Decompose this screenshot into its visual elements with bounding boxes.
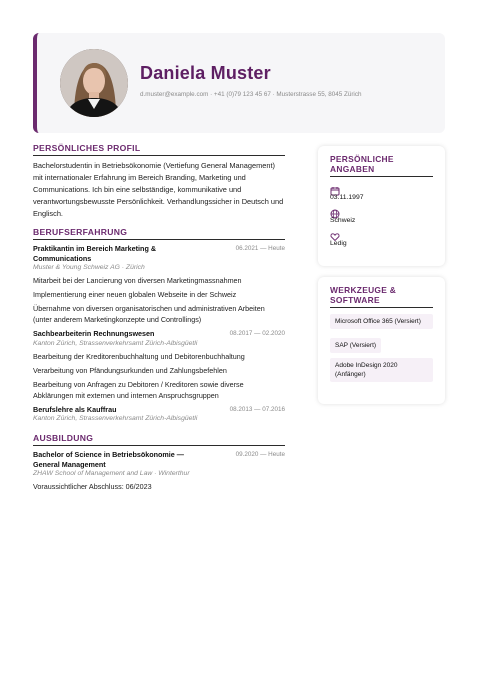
main-column bbox=[33, 143, 285, 496]
education-entry bbox=[33, 450, 285, 492]
job-company: Kanton Zürich, Strassenverkehrsamt Zürich-Albisgüetli bbox=[33, 415, 198, 422]
degree-title: Bachelor of Science in Betriebsökonomie — General Management bbox=[33, 450, 184, 469]
job-company: Kanton Zürich, Strassenverkehrsamt Zürich-Albisgüetli bbox=[33, 339, 198, 347]
tools-card bbox=[318, 277, 445, 404]
job-task: Implementierung einer neuen globalen Webseite in der Schweiz bbox=[33, 290, 237, 299]
birthdate-item bbox=[330, 183, 433, 201]
tool-item: SAP (Versiert) bbox=[330, 338, 381, 353]
personal-details-heading: PERSÖNLICHE ANGABEN bbox=[330, 154, 433, 177]
nationality-item bbox=[330, 206, 433, 224]
job-date: 08.2013 — 07.2016 bbox=[229, 405, 285, 413]
nationality-value: Schweiz bbox=[330, 217, 356, 224]
job-title: Praktikantin im Bereich Marketing & Communications bbox=[33, 244, 157, 263]
globe-icon bbox=[330, 206, 340, 216]
job-task: Bearbeitung der Kreditorenbuchhaltung und Debitorenbuchhaltung bbox=[33, 351, 245, 361]
profile-photo-illustration bbox=[60, 49, 128, 117]
tool-item: Microsoft Office 365 (Versiert) bbox=[330, 314, 433, 329]
education-heading: AUSBILDUNG bbox=[33, 433, 285, 446]
profile-photo bbox=[60, 49, 128, 117]
job-company: Muster & Young Schweiz AG · Zürich bbox=[33, 264, 145, 271]
calendar-icon bbox=[330, 183, 340, 193]
experience-heading: BERUFSERFAHRUNG bbox=[33, 227, 285, 240]
job-task: Mitarbeit bei der Lancierung von diversen Marketingmassnahmen bbox=[33, 276, 242, 285]
job-entry bbox=[33, 329, 285, 401]
job-title: Berufslehre als Kauffrau bbox=[33, 404, 117, 414]
contact-info: d.muster@example.com · +41 (0)79 123 45 67 · Musterstrasse 55, 8045 Zürich bbox=[140, 91, 362, 98]
heart-icon bbox=[330, 229, 340, 239]
header-card bbox=[33, 33, 445, 133]
job-date: 08.2017 — 02.2020 bbox=[229, 330, 285, 337]
person-name: Daniela Muster bbox=[140, 63, 271, 83]
tools-heading: WERKZEUGE & SOFTWARE bbox=[330, 285, 433, 308]
profile-summary: Bachelorstudentin in Betriebsökonomie (Vertiefung General Management) mit internationaler Erfahrung im Bereich Branding, Marketing und Communications. Ich bin eine selbständige, kommunikative und verantwortungsbewusste Persönlichkeit. Verhandlungssicher in Deutsch und Englisch. bbox=[33, 161, 284, 218]
job-task: Übernahme von diversen organisatorischen und administrativen Arbeiten (unter anderem Marketingkonzepte und Controllings) bbox=[33, 304, 265, 324]
job-entry bbox=[33, 244, 285, 325]
school-name: ZHAW School of Management and Law · Winterthur bbox=[33, 470, 190, 477]
job-task: Verarbeitung von Pfändungsurkunden und Zahlungsbefehlen bbox=[33, 365, 227, 375]
job-title: Sachbearbeiterin Rechnungswesen bbox=[33, 329, 155, 338]
education-note: Voraussichtlicher Abschluss: 06/2023 bbox=[33, 482, 152, 491]
birthdate-value: 03.11.1997 bbox=[330, 194, 364, 201]
personal-details-card bbox=[318, 146, 445, 266]
job-date: 06.2021 — Heute bbox=[235, 245, 285, 252]
education-date: 09.2020 — Heute bbox=[235, 451, 285, 458]
job-task: Bearbeitung von Anfragen zu Debitoren / Kreditoren sowie diverse Abklärungen mit externen und internen Anspruchsgruppen bbox=[33, 379, 244, 400]
marital-status-value: Ledig bbox=[330, 240, 347, 247]
tool-item: Adobe InDesign 2020 (Anfänger) bbox=[330, 358, 433, 382]
job-entry bbox=[33, 405, 285, 425]
marital-status-item bbox=[330, 229, 433, 247]
profile-heading: PERSÖNLICHES PROFIL bbox=[33, 143, 285, 156]
